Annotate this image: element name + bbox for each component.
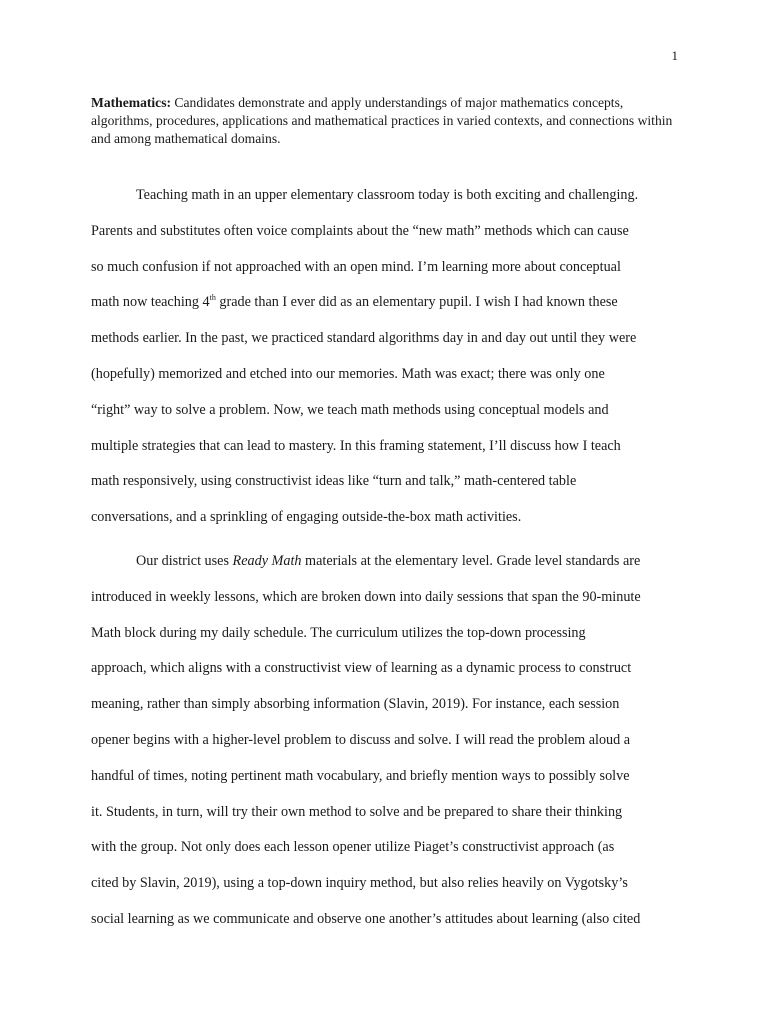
text-line: so much confusion if not approached with an open mind. I’m learning more about conceptual bbox=[91, 258, 621, 275]
text-line: Parents and substitutes often voice complaints about the “new math” methods which can cause bbox=[91, 222, 629, 239]
text-line: methods earlier. In the past, we practiced standard algorithms day in and day out until they were bbox=[91, 330, 637, 347]
text-line bbox=[91, 285, 681, 321]
text-line: approach, which aligns with a constructivist view of learning as a dynamic process to construct bbox=[91, 660, 632, 677]
text-line: handful of times, noting pertinent math vocabulary, and briefly mention ways to possibly solve bbox=[91, 767, 630, 784]
ordinal-suffix: th bbox=[209, 293, 216, 303]
text-line: introduced in weekly lessons, which are broken down into daily sessions that span the 90-minute bbox=[91, 588, 641, 605]
curriculum-title: Ready Math bbox=[232, 553, 302, 569]
text-line: meaning, rather than simply absorbing information (Slavin, 2019). For instance, each session bbox=[91, 696, 620, 713]
text-line: math responsively, using constructivist ideas like “turn and talk,” math-centered table bbox=[91, 473, 577, 490]
text-segment: math now teaching 4 bbox=[91, 294, 210, 311]
text-line: (hopefully) memorized and etched into our memories. Math was exact; there was only one bbox=[91, 365, 605, 382]
text-line bbox=[91, 544, 681, 580]
page-number: 1 bbox=[671, 48, 678, 63]
standard-label: Mathematics: bbox=[91, 95, 172, 110]
text-line: Teaching math in an upper elementary classroom today is both exciting and challenging. bbox=[136, 187, 639, 203]
standard-text: Candidates demonstrate and apply understandings of major mathematics concepts, algorithms, procedures, applications and mathematical practices in varied contexts, and connections within and among mathematical domains. bbox=[91, 95, 673, 146]
text-segment: grade than I ever did as an elementary pupil. I wish I had known these bbox=[215, 294, 618, 311]
text-line: conversations, and a sprinkling of engaging outside-the-box math activities. bbox=[91, 509, 522, 526]
paragraph-intro bbox=[91, 178, 681, 536]
standard-statement bbox=[91, 94, 687, 148]
text-line: Math block during my daily schedule. The curriculum utilizes the top-down processing bbox=[91, 624, 586, 641]
text-line: it. Students, in turn, will try their own method to solve and be prepared to share their thinking bbox=[91, 803, 623, 820]
text-segment: materials at the elementary level. Grade level standards are bbox=[301, 553, 641, 569]
text-line: cited by Slavin, 2019), using a top-down inquiry method, but also relies heavily on Vygotsky’s bbox=[91, 875, 628, 892]
text-segment: Our district uses bbox=[136, 553, 233, 569]
text-line: “right” way to solve a problem. Now, we teach math methods using conceptual models and bbox=[91, 401, 609, 418]
text-line: with the group. Not only does each lesson opener utilize Piaget’s constructivist approach (as bbox=[91, 839, 615, 856]
text-line: social learning as we communicate and observe one another’s attitudes about learning (also cited bbox=[91, 910, 641, 927]
paragraph-curriculum bbox=[91, 544, 681, 938]
text-line: opener begins with a higher-level problem to discuss and solve. I will read the problem aloud a bbox=[91, 731, 631, 748]
text-line: multiple strategies that can lead to mastery. In this framing statement, I’ll discuss how I teach bbox=[91, 437, 621, 454]
